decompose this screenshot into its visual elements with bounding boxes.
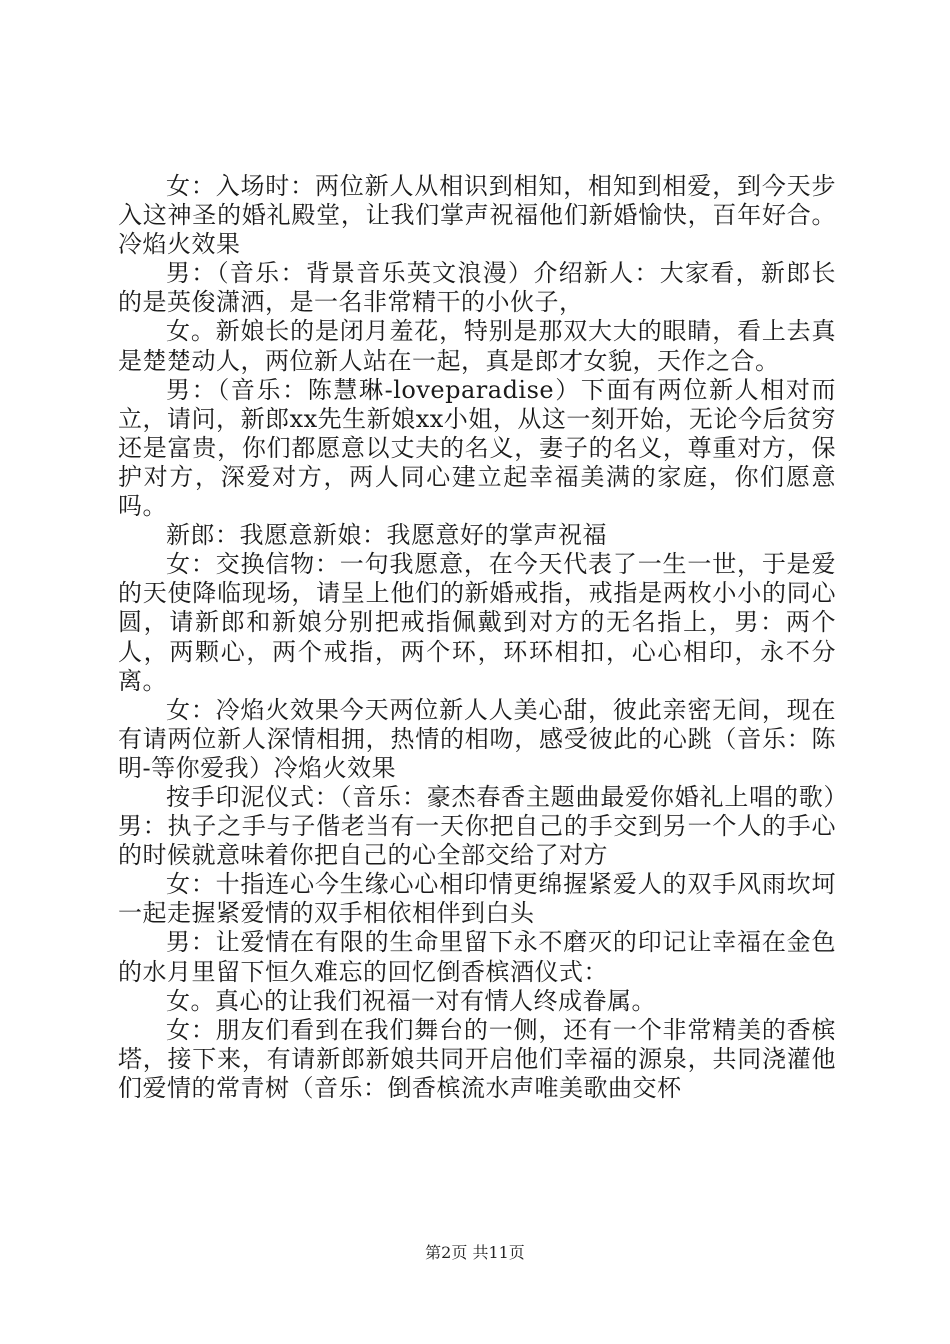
paragraph-hands-together: 女：十指连心今生缘心心相印情更绵握紧爱人的双手风雨坎坷一起走握紧爱情的双手相依相伴到白头 <box>118 870 836 928</box>
paragraph-introduce-bride: 女。新娘长的是闭月羞花，特别是那双大大的眼睛，看上去真是楚楚动人，两位新人站在一起，真是郎才女貌，天作之合。 <box>118 317 836 375</box>
page-number-footer: 第2页 共11页 <box>425 1243 525 1262</box>
paragraph-handprint-ceremony: 按手印泥仪式：（音乐：豪杰春香主题曲最爱你婚礼上唱的歌）男：执子之手与子偕老当有一天你把自己的手交到另一个人的手心的时候就意味着你把自己的心全部交给了对方 <box>118 782 836 870</box>
document-body <box>118 172 836 1103</box>
paragraph-vows-question: 男：（音乐：陈慧琳-loveparadise）下面有两位新人相对而立，请问，新郎xx先生新娘xx小姐，从这一刻开始，无论今后贫穷还是富贵，你们都愿意以丈夫的名义，妻子的名义，尊重对方，保护对方，深爱对方，两人同心建立起幸福美满的家庭，你们愿意吗。 <box>118 375 836 521</box>
paragraph-introduce-groom: 男：（音乐：背景音乐英文浪漫）介绍新人：大家看，新郎长的是英俊潇洒，是一名非常精干的小伙子， <box>118 259 836 317</box>
paragraph-champagne-intro: 男：让爱情在有限的生命里留下永不磨灭的印记让幸福在金色的水月里留下恒久难忘的回忆倒香槟酒仪式： <box>118 928 836 986</box>
paragraph-embrace: 女：冷焰火效果今天两位新人人美心甜，彼此亲密无间，现在有请两位新人深情相拥，热情的相吻，感受彼此的心跳（音乐：陈明-等你爱我）冷焰火效果 <box>118 695 836 782</box>
paragraph-ring-exchange: 女：交换信物：一句我愿意，在今天代表了一生一世，于是爱的天使降临现场，请呈上他们的新婚戒指，戒指是两枚小小的同心圆，请新郎和新娘分别把戒指佩戴到对方的无名指上，男：两个人，两颗心，两个戒指，两个环，环环相扣，心心相印，永不分离。 <box>118 550 836 695</box>
paragraph-blessing: 女。真心的让我们祝福一对有情人终成眷属。 <box>166 986 656 1015</box>
paragraph-vows-answer: 新郎：我愿意新娘：我愿意好的掌声祝福 <box>166 521 607 550</box>
paragraph-entrance: 女：入场时：两位新人从相识到相知，相知到相爱，到今天步入这神圣的婚礼殿堂，让我们掌声祝福他们新婚愉快，百年好合。冷焰火效果 <box>118 172 836 259</box>
paragraph-champagne-tower: 女：朋友们看到在我们舞台的一侧，还有一个非常精美的香槟塔，接下来，有请新郎新娘共同开启他们幸福的源泉，共同浇灌他们爱情的常青树（音乐：倒香槟流水声唯美歌曲交杯 <box>118 1015 836 1102</box>
